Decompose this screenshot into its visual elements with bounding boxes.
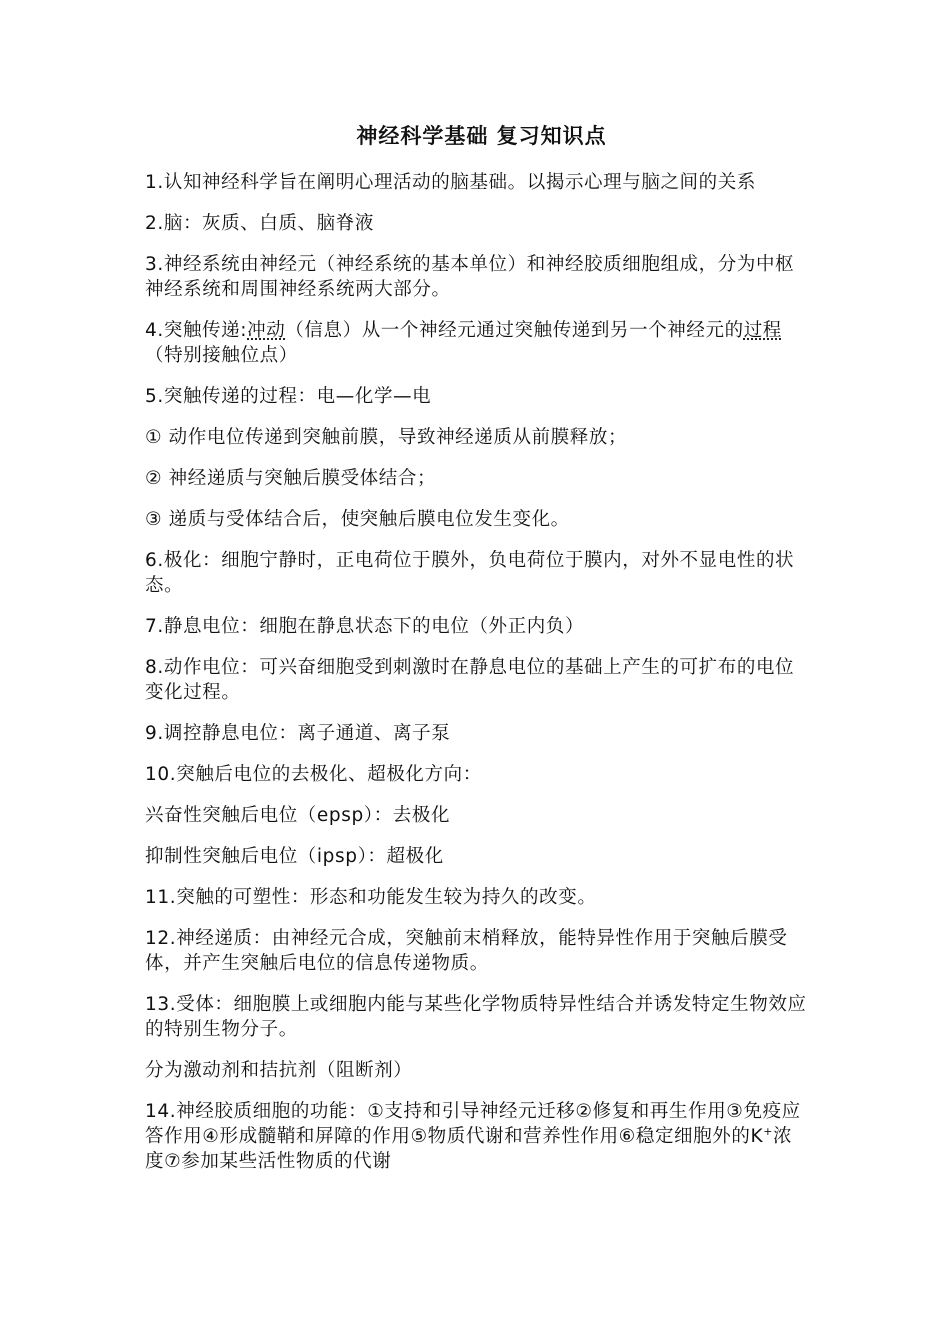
paragraph-14-text-end: 浓度⑦参加某些活性物质的代谢 bbox=[145, 1126, 793, 1172]
paragraph-10: 10.突触后电位的去极化、超极化方向： bbox=[145, 764, 482, 785]
paragraph-14 bbox=[145, 1099, 810, 1174]
paragraph-14-text: 14.神经胶质细胞的功能：①支持和引导神经元迁移②修复和再生作用③免疫应答作用④形成髓鞘和屏障的作用⑤物质代谢和营养性作用⑥稳定细胞外的K bbox=[145, 1101, 801, 1147]
paragraph-4-prefix: 4.突触传递: bbox=[145, 320, 248, 341]
ipsp-line: 抑制性突触后电位（ipsp）：超极化 bbox=[145, 846, 444, 867]
paragraph-4-suffix: （特别接触位点） bbox=[145, 345, 298, 366]
paragraph-3: 3.神经系统由神经元（神经系统的基本单位）和神经胶质细胞组成，分为中枢神经系统和周围神经系统两大部分。 bbox=[145, 254, 795, 300]
list-item-step-2: ② 神经递质与突触后膜受体结合； bbox=[145, 468, 437, 489]
paragraph-12: 12.神经递质：由神经元合成，突触前末梢释放，能特异性作用于突触后膜受体，并产生突触后电位的信息传递物质。 bbox=[145, 928, 788, 974]
paragraph-9: 9.调控静息电位：离子通道、离子泵 bbox=[145, 723, 451, 744]
paragraph-5: 5.突触传递的过程：电—化学—电 bbox=[145, 386, 432, 407]
paragraph-2: 2.脑：灰质、白质、脑脊液 bbox=[145, 213, 374, 234]
term-impulse: 冲动 bbox=[247, 320, 286, 341]
paragraph-7: 7.静息电位：细胞在静息状态下的电位（外正内负） bbox=[145, 616, 585, 637]
list-item-step-3: ③ 递质与受体结合后，使突触后膜电位发生变化。 bbox=[145, 509, 570, 530]
document-title: 神经科学基础 复习知识点 bbox=[356, 123, 607, 148]
paragraph-11: 11.突触的可塑性：形态和功能发生较为持久的改变。 bbox=[145, 887, 597, 908]
agonist-antagonist-line: 分为激动剂和拮抗剂（阻断剂） bbox=[145, 1060, 413, 1081]
paragraph-6: 6.极化：细胞宁静时，正电荷位于膜外，负电荷位于膜内，对外不显电性的状态。 bbox=[145, 550, 795, 596]
potassium-charge: + bbox=[763, 1124, 774, 1138]
paragraph-13: 13.受体：细胞膜上或细胞内能与某些化学物质特异性结合并诱发特定生物效应的特别生物分子。 bbox=[145, 994, 807, 1040]
term-process: 过程 bbox=[743, 320, 782, 341]
paragraph-4 bbox=[145, 318, 810, 368]
paragraph-1: 1.认知神经科学旨在阐明心理活动的脑基础。以揭示心理与脑之间的关系 bbox=[145, 172, 756, 193]
paragraph-8: 8.动作电位：可兴奋细胞受到刺激时在静息电位的基础上产生的可扩布的电位变化过程。 bbox=[145, 657, 795, 703]
list-item-step-1: ① 动作电位传递到突触前膜，导致神经递质从前膜释放； bbox=[145, 427, 628, 448]
epsp-line: 兴奋性突触后电位（epsp）：去极化 bbox=[145, 805, 451, 826]
paragraph-4-middle: （信息）从一个神经元通过突触传递到另一个神经元的 bbox=[285, 320, 744, 341]
